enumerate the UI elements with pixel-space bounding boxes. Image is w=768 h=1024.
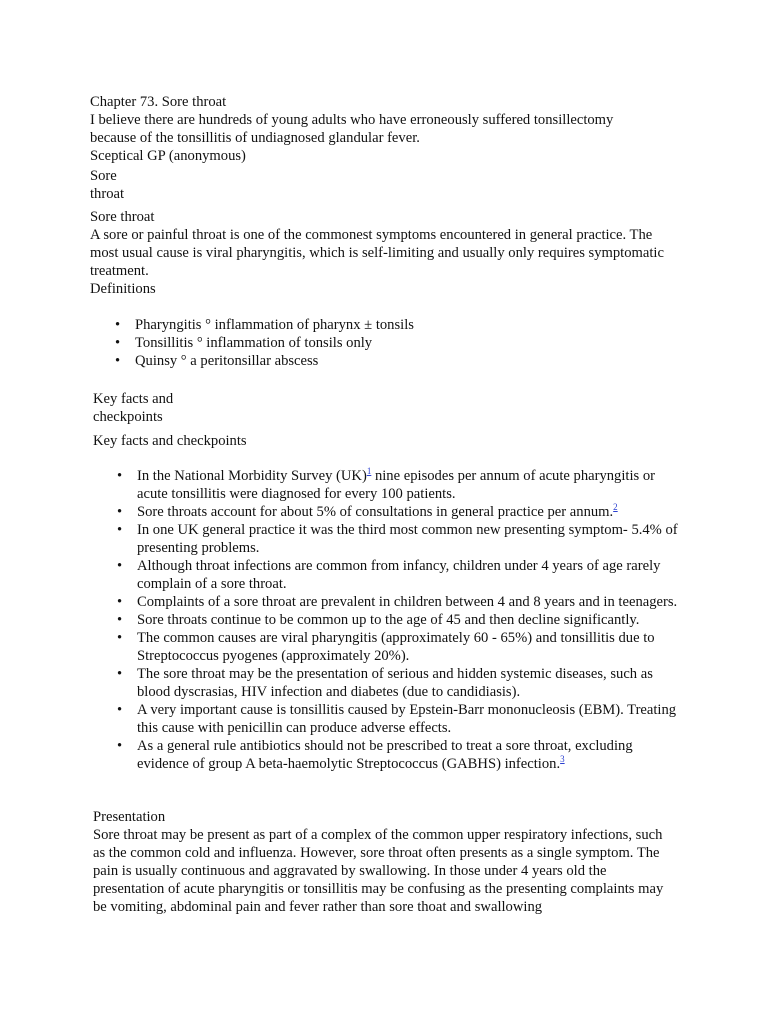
section-heading: Sore throat: [90, 209, 155, 225]
list-item: • Complaints of a sore throat are prevalent in children between 4 and 8 years and in teenagers.: [92, 593, 682, 611]
image-caption-line: Key facts and: [93, 391, 174, 407]
list-item: • As a general rule antibiotics should not be prescribed to treat a sore throat, excluding evidence of group A beta-haemolytic Streptococcus (GABHS) infection.$^3$: [92, 737, 682, 773]
image-caption-sore-throat: [90, 167, 690, 203]
reference-link[interactable]: 1: [366, 466, 372, 476]
list-item: • The sore throat may be the presentation of serious and hidden systemic diseases, such as blood dyscrasias, HIV infection and diabetes (due to candidiasis).: [92, 665, 682, 701]
list-item: • Sore throats continue to be common up to the age of 45 and then decline significantly.: [92, 611, 682, 629]
definitions-list-container: [90, 316, 650, 370]
reference-link[interactable]: 2: [613, 502, 618, 512]
key-facts-list-container: [92, 467, 682, 773]
reference-link[interactable]: 3: [560, 754, 565, 764]
definitions-list: [90, 316, 650, 370]
image-caption-line: throat: [90, 186, 125, 202]
epigraph-attribution: Sceptical GP (anonymous): [90, 148, 246, 164]
section-presentation: [93, 808, 678, 916]
image-caption-line: Sore: [90, 168, 117, 184]
list-item: • A very important cause is tonsillitis caused by Epstein-Barr mononucleosis (EBM). Treating this cause with penicillin can produce adverse effects.: [92, 701, 682, 737]
definitions-heading: Definitions: [90, 281, 156, 297]
list-item: • Sore throats account for about 5% of consultations in general practice per annum.$^2$: [92, 503, 682, 521]
image-caption-key-facts: [93, 390, 693, 426]
key-facts-list: [92, 467, 682, 773]
list-item: • Although throat infections are common from infancy, children under 4 years of age rarely complain of a sore throat.: [92, 557, 682, 593]
section-sore-throat: [90, 208, 680, 298]
list-item: • Pharyngitis ° inflammation of pharynx ± tonsils: [90, 316, 650, 334]
list-item: • In the National Morbidity Survey (UK)$^1$ nine episodes per annum of acute pharyngitis or acute tonsillitis were diagnosed for every 100 patients.: [92, 467, 682, 503]
list-item: • The common causes are viral pharyngitis (approximately 60 - 65%) and tonsillitis due to Streptococcus pyogenes (approximately 20%).: [92, 629, 682, 665]
section-heading: Presentation: [93, 809, 166, 825]
section-body: Sore throat may be present as part of a complex of the common upper respiratory infections, such as the common cold and influenza. However, sore throat often presents as a single symptom. The pain is usually continuous and aggravated by swallowing. In those under 4 years old the presentation of acute pharyngitis or tonsillitis may be confusing as the presenting complaints may be vomiting, abdominal pain and fever rather than sore thoat and swallowing: [93, 827, 664, 915]
list-item: • Tonsillitis ° inflammation of tonsils only: [90, 334, 650, 352]
chapter-header: [90, 93, 690, 165]
list-item: • Quinsy ° a peritonsillar abscess: [90, 352, 650, 370]
list-item: • In one UK general practice it was the third most common new presenting symptom- 5.4% of presenting problems.: [92, 521, 682, 557]
chapter-title: Chapter 73. Sore throat: [90, 94, 227, 110]
key-facts-heading: Key facts and checkpoints: [93, 433, 247, 449]
section-body: A sore or painful throat is one of the commonest symptoms encountered in general practice. The most usual cause is viral pharyngitis, which is self-limiting and usually only requires symptomatic treatment.: [90, 227, 664, 279]
image-caption-line: checkpoints: [93, 409, 163, 425]
epigraph-quote: I believe there are hundreds of young adults who have erroneously suffered tonsillectomy because of the tonsillitis of undiagnosed glandular fever.: [90, 112, 614, 146]
